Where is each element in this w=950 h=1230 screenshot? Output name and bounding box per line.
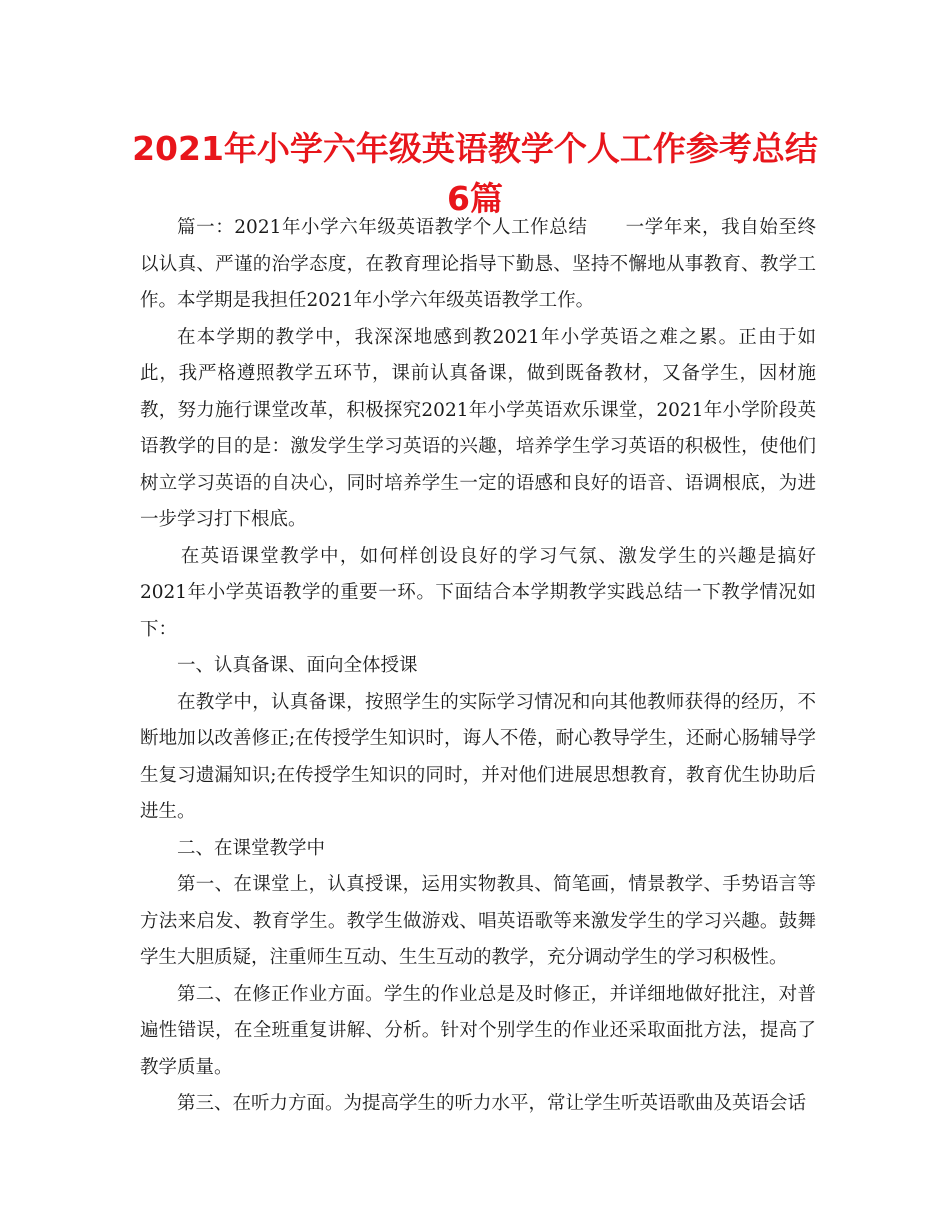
paragraph-2: 在本学期的教学中，我深深地感到教2021年小学英语之难之累。正由于如此，我严格遵照教学五环节，课前认真备课，做到既备教材，又备学生，因材施教，努力施行课堂改革，积极探究2021年小学英语欢乐课堂，2021年小学阶段英语教学的目的是：激发学生学习英语的兴趣，培养学生学习英语的积极性，使他们树立学习英语的自决心，同时培养学生一定的语感和良好的语音、语调根底，为进一步学习打下根底。 [140,326,816,530]
paragraph-5: 第一、在课堂上，认真授课，运用实物教具、简笔画，情景教学、手势语言等方法来启发、教育学生。教学生做游戏、唱英语歌等来激发学生的学习兴趣。鼓舞学生大胆质疑，注重师生互动、生生互动的教学，充分调动学生的学习积极性。 [140,874,816,968]
document-body [140,210,816,1123]
section-heading-2: 二、在课堂教学中 [177,837,326,859]
document-title: 2021年小学六年级英语教学个人工作参考总结6篇 [132,129,818,218]
paragraph-6: 第二、在修正作业方面。学生的作业总是及时修正，并详细地做好批注，对普遍性错误，在全班重复讲解、分析。针对个别学生的作业还采取面批方法，提高了教学质量。 [140,983,816,1078]
paragraph-3: 在英语课堂教学中，如何样创设良好的学习气氛、激发学生的兴趣是搞好2021年小学英语教学的重要一环。下面结合本学期教学实践总结一下教学情况如下： [140,545,816,640]
paragraph-4: 在教学中，认真备课，按照学生的实际学习情况和向其他教师获得的经历，不断地加以改善修正;在传授学生知识时，诲人不倦，耐心教导学生，还耐心肠辅导学生复习遗漏知识;在传授学生知识的同时，并对他们进展思想教育，教育优生协助后进生。 [140,691,816,822]
paragraph-7: 第三、在听力方面。为提高学生的听力水平，常让学生听英语歌曲及英语会话 [177,1093,807,1114]
paragraph-1: 篇一：2021年小学六年级英语教学个人工作总结 一学年来，我自始至终以认真、严谨的治学态度，在教育理论指导下勤恳、坚持不懈地从事教育、教学工作。本学期是我担任2021年小学六年级英语教学工作。 [140,217,816,311]
section-heading-1: 一、认真备课、面向全体授课 [177,655,418,676]
